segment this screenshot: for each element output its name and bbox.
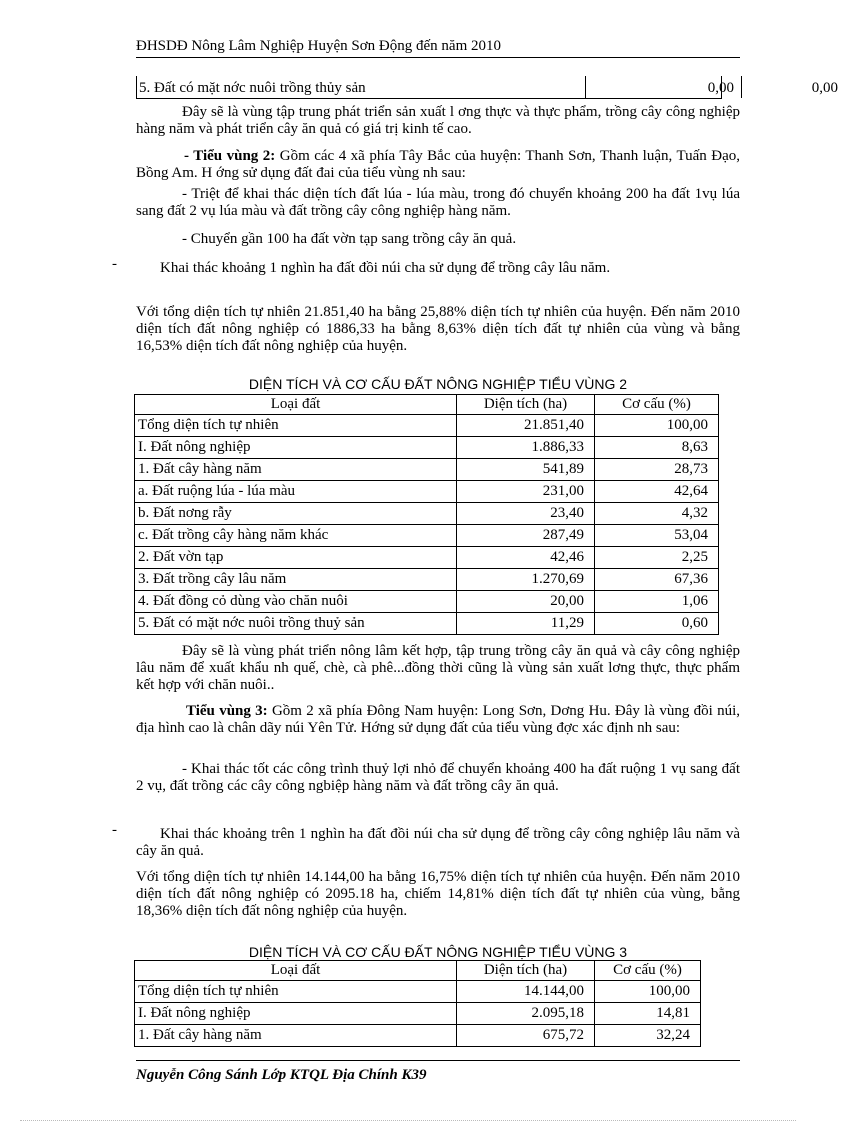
page-footer: Nguyễn Công Sánh Lớp KTQL Địa Chính K39 [136, 1060, 740, 1084]
table2-title: DIỆN TÍCH VÀ CƠ CẤU ĐẤT NÔNG NGHIỆP TIỂU VÙNG 2 [248, 376, 628, 392]
paragraph-10: Khai thác khoảng trên 1 nghìn ha đất đồi núi cha sử dụng để trồng cây công nghiệp lâu năm và cây ăn quả. [136, 826, 740, 859]
paragraph-3: - Triệt để khai thác diện tích đất lúa - lúa màu, trong đó chuyển khoảng 200 ha đất 1vụ lúa sang đất 2 vụ lúa màu và đất trồng cây công nghiệp hàng năm. [136, 186, 740, 219]
paragraph-subregion-2: - Tiểu vùng 2: Gồm các 4 xã phía Tây Bắc của huyện: Thanh Sơn, Thanh luận, Tuấn Đạo, Bồng Am. H ớng sử dụng đất đai của tiểu vùng nh sau: [136, 148, 740, 181]
row-area-cell [585, 76, 742, 98]
paragraph-subregion-3: Tiểu vùng 3: Gồm 2 xã phía Đông Nam huyện: Long Sơn, Dơng Hu. Đây là vùng đồi núi, địa hình cao là chân dãy núi Yên Tử. Hớng sử dụng đất của tiểu vùng đợc xác định nh sau: [136, 703, 740, 736]
table-row: I. Đất nông nghiệp 1.886,33 8,63 [135, 437, 719, 459]
col-header: Loại đất [135, 961, 457, 981]
table-row: 4. Đất đồng cỏ dùng vào chăn nuôi 20,00 1,06 [135, 591, 719, 613]
table-row: I. Đất nông nghiệp 2.095,18 14,81 [135, 1003, 701, 1025]
row-label: 5. Đất có mặt nớc nuôi trồng thủy sản [139, 80, 366, 96]
table-row: a. Đất ruộng lúa - lúa màu 231,00 42,64 [135, 481, 719, 503]
paragraph-11: Với tổng diện tích tự nhiên 14.144,00 ha bằng 16,75% diện tích tự nhiên của huyện. Đến năm 2010 diện tích đất nông nghiệp có 2095.18 ha, chiếm 14,81% diện tích đất tự nhiên của vùng, bằng 18,36% diện tích đất nông nghiệp của huyện. [136, 869, 740, 919]
table-row: 2. Đất vờn tạp 42,46 2,25 [135, 547, 719, 569]
col-header: Cơ cấu (%) [595, 961, 701, 981]
bullet-dash: - [112, 822, 117, 838]
col-header: Loại đất [135, 395, 457, 415]
bullet-dash: - [112, 256, 117, 272]
table-continuation-row [136, 76, 838, 99]
row-area: 0,00 [707, 80, 734, 96]
table2 [134, 394, 719, 635]
page-edge-divider [20, 1120, 796, 1121]
subregion-3-heading: Tiểu vùng 3: [186, 703, 268, 719]
table-row: 5. Đất có mặt nớc nuôi trồng thuỷ sản 11,29 0,60 [135, 613, 719, 635]
table-row: 1. Đất cây hàng năm 541,89 28,73 [135, 459, 719, 481]
paragraph-1: Đây sẽ là vùng tập trung phát triển sản xuất l ơng thực và thực phẩm, trồng cây công nghiệp hàng năm và phát triển cây ăn quả có giá trị kinh tế cao. [136, 104, 740, 137]
paragraph-7: Đây sẽ là vùng phát triển nông lâm kết hợp, tập trung trồng cây ăn quả và cây công nghiệp lâu năm để xuất khẩu nh quế, chè, cà phê...đồng thời cũng là vùng sản xuất lơng thực, thực phẩm kết hợp với chăn nuôi.. [136, 643, 740, 693]
col-header: Diện tích (ha) [457, 395, 595, 415]
table3 [134, 960, 701, 1047]
subregion-2-heading: - Tiểu vùng 2: [184, 148, 276, 164]
page-header: ĐHSDĐ Nông Lâm Nghiệp Huyện Sơn Động đến năm 2010 [136, 38, 740, 58]
row-ratio: 0,00 [811, 80, 838, 96]
table-row: Tổng diện tích tự nhiên 14.144,00 100,00 [135, 981, 701, 1003]
table-row: 1. Đất cây hàng năm 675,72 32,24 [135, 1025, 701, 1047]
paragraph-4: - Chuyển gần 100 ha đất vờn tạp sang trồng cây ăn quả. [182, 231, 517, 247]
paragraph-5: Khai thác khoảng 1 nghìn ha đất đồi núi cha sử dụng để trồng cây lâu năm. [160, 260, 611, 276]
table-row: 3. Đất trồng cây lâu năm 1.270,69 67,36 [135, 569, 719, 591]
table-row: c. Đất trồng cây hàng năm khác 287,49 53,04 [135, 525, 719, 547]
row-ratio-cell [741, 76, 858, 98]
paragraph-6: Với tổng diện tích tự nhiên 21.851,40 ha bằng 25,88% diện tích tự nhiên của huyện. Đến năm 2010 diện tích đất nông nghiệp có 1886,33 ha bằng 8,63% diện tích đất tự nhiên của vùng và bằng 16,53% diện tích đất nông nghiệp của huyện. [136, 304, 740, 354]
table-row: b. Đất nơng rẫy 23,40 4,32 [135, 503, 719, 525]
table-header-row [135, 961, 701, 981]
col-header: Diện tích (ha) [457, 961, 595, 981]
table-row: Tổng diện tích tự nhiên 21.851,40 100,00 [135, 415, 719, 437]
table-header-row [135, 395, 719, 415]
col-header: Cơ cấu (%) [595, 395, 719, 415]
paragraph-9: - Khai thác tốt các công trình thuỷ lợi nhỏ để chuyển khoảng 400 ha đất ruộng 1 vụ sang đất 2 vụ, đất trồng các cây công ngbiệp hàng năm và đất trồng cây ăn quả. [136, 761, 740, 794]
table3-title: DIỆN TÍCH VÀ CƠ CẤU ĐẤT NÔNG NGHIỆP TIỂU VÙNG 3 [248, 944, 628, 960]
